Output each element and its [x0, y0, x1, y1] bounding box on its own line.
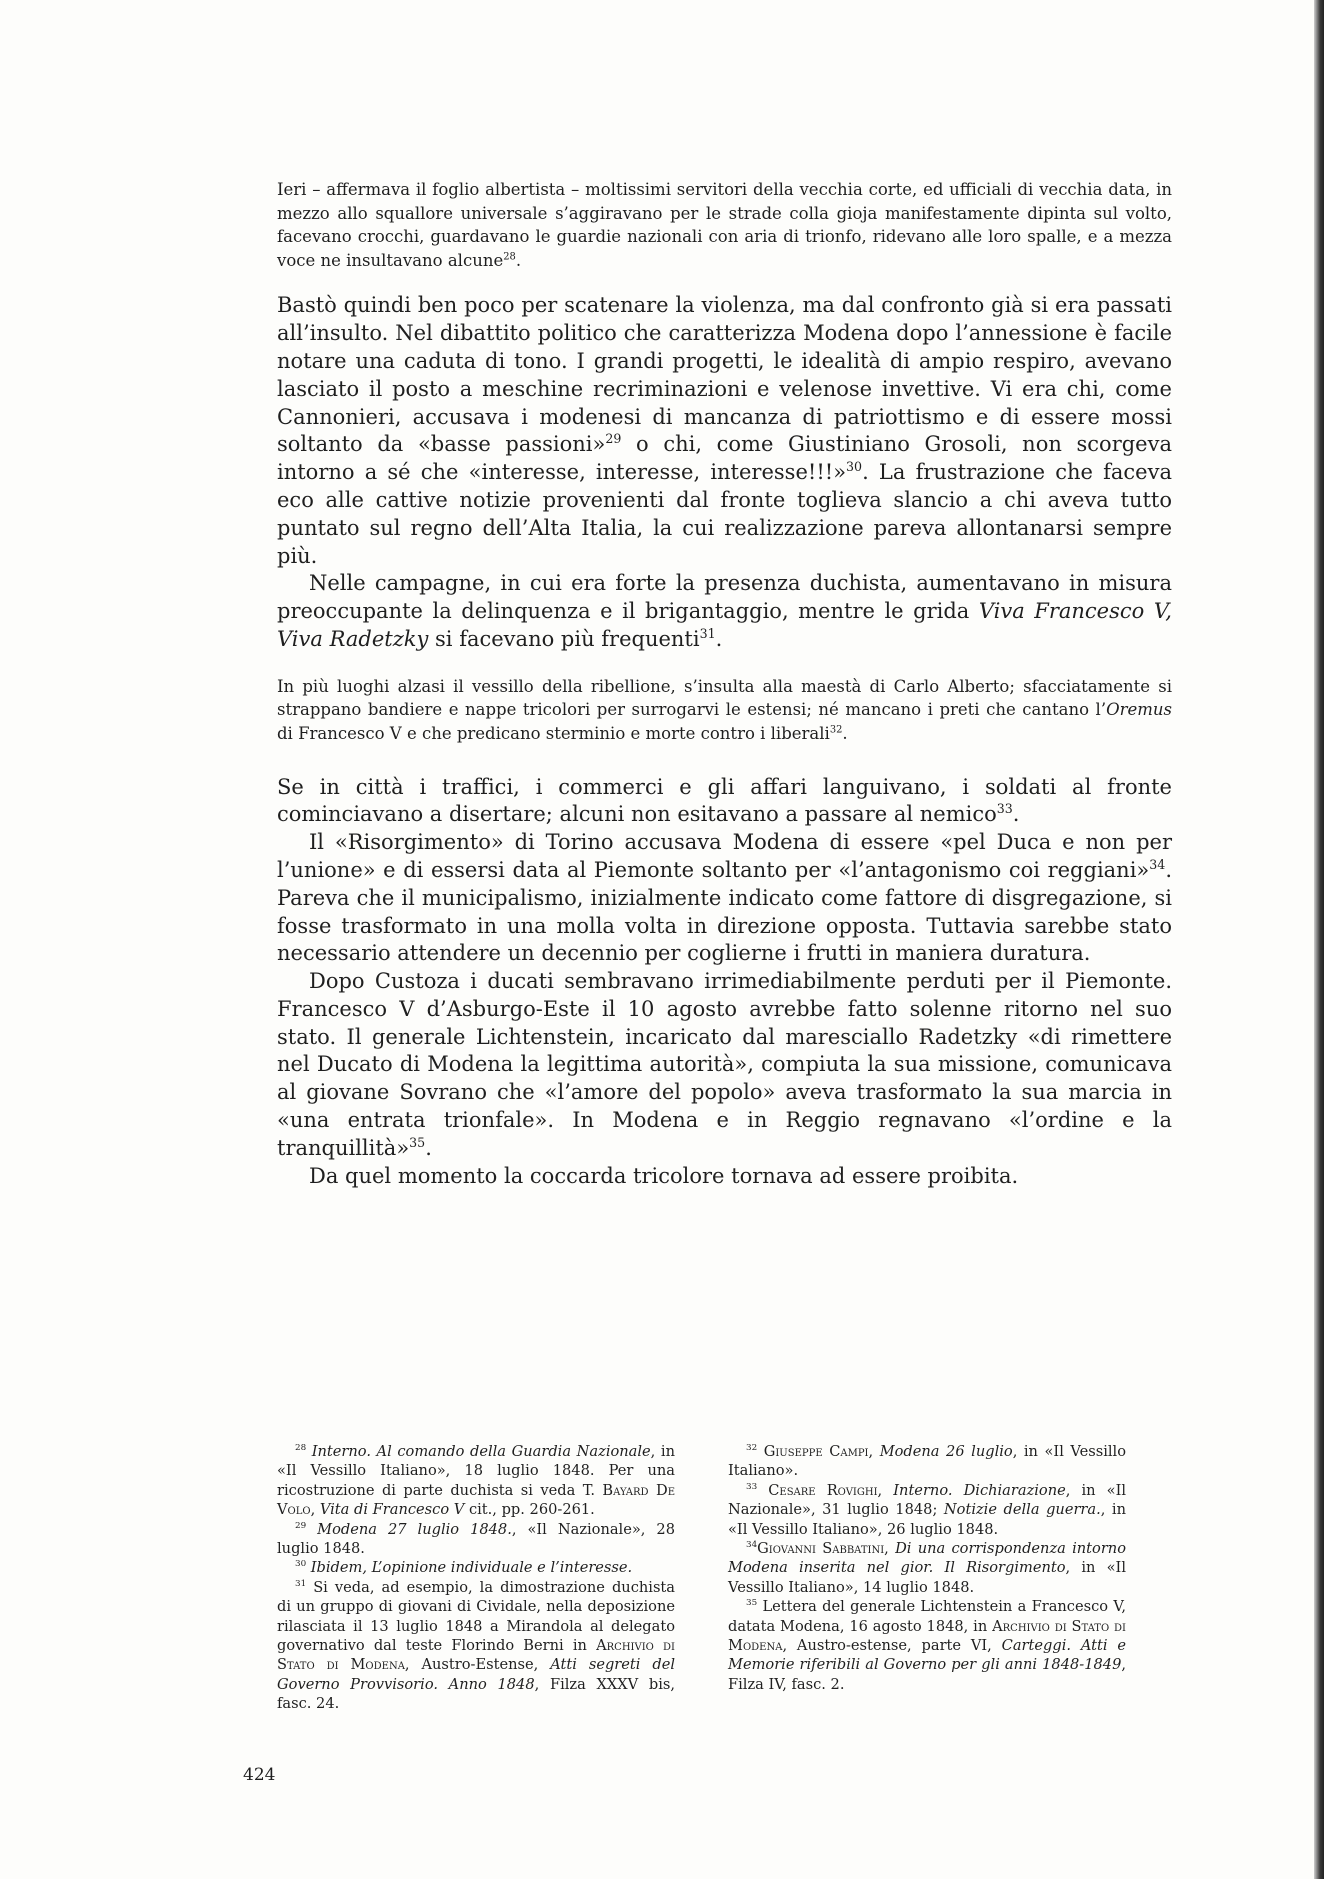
footnote-34: $^{34}$Giovanni Sabbatini, Di una corrispondenza intorno Modena inserita nel gior. Il Risorgimento, in «Il Vessillo Italiano», 14 luglio 1848.	[728, 1540, 1126, 1596]
main-text-column	[277, 178, 1172, 1190]
paragraph-3: Se in città i traffici, i commerci e gli affari languivano, i soldati al fronte cominciavano a disertare; alcuni non esitavano a passare al nemico$^{33}$.	[277, 774, 1172, 827]
block-quote-2: In più luoghi alzasi il vessillo della ribellione, s’insulta alla maestà di Carlo Alberto; sfacciatamente si strappano bandiere e nappe tricolori per surrogarvi le estensi; né mancano i preti che cantano l’Oremus di Francesco V e che predicano sterminio e morte contro i liberali$^{32}$.	[277, 676, 1172, 743]
block-quote-1: Ieri – affermava il foglio albertista – moltissimi servitori della vecchia corte, ed ufficiali di vecchia data, in mezzo allo squallore universale s’aggiravano per le strade colla gioja manifestamente dipinta sul volto, facevano crocchi, guardavano le guardie nazionali con aria di trionfo, ridevano alle loro spalle, e a mezza voce ne insultavano alcune$^{28}$.	[277, 180, 1172, 270]
footnote-28: $^{28}$ Interno. Al comando della Guardia Nazionale, in «Il Vessillo Italiano», 18 luglio 1848. Per una ricostruzione di parte duchista si veda T. Bayard De Volo, Vita di Francesco V cit., pp. 260-261.	[277, 1443, 675, 1519]
footnote-32: $^{32}$ Giuseppe Campi, Modena 26 luglio, in «Il Vessillo Italiano».	[728, 1443, 1127, 1480]
footnote-30: $^{30}$ Ibidem, L’opinione individuale e l’interesse.	[295, 1559, 633, 1577]
paragraph-1: Bastò quindi ben poco per scatenare la violenza, ma dal confronto già si era passati all’insulto. Nel dibattito politico che caratterizza Modena dopo l’annessione è facile notare una caduta di tono. I grandi progetti, le idealità di ampio respiro, avevano lasciato il posto a meschine recriminazioni e velenose invettive. Vi era chi, come Cannonieri, accusava i modenesi di mancanza di patriottismo e di essere mossi soltanto da «basse passioni»$^{29}$ o chi, come Giustiniano Grosoli, non scorgeva intorno a sé che «interesse, interesse, interesse!!!»$^{30}$. La frustrazione che faceva eco alle cattive notizie provenienti dal fronte toglieva slancio a chi aveva tutto puntato sul regno dell’Alta Italia, la cui realizzazione pareva allontanarsi sempre più.	[277, 293, 1172, 568]
body-text-1	[277, 292, 1172, 653]
footnote-ref-35: 35	[409, 1134, 426, 1150]
footnote-29: $^{29}$ Modena 27 luglio 1848., «Il Nazionale», 28 luglio 1848.	[277, 1520, 675, 1558]
paragraph-6: Da quel momento la coccarda tricolore tornava ad essere proibita.	[309, 1163, 1019, 1188]
footnote-ref-29: 29	[605, 431, 622, 447]
paragraph-2: Nelle campagne, in cui era forte la presenza duchista, aumentavano in misura preoccupante la delinquenza e il brigantaggio, mentre le grida Viva Francesco V, Viva Radetzky si facevano più frequenti$^{31}$.	[277, 571, 1172, 651]
footnote-ref-30: 30	[846, 459, 863, 475]
body-text-2	[277, 774, 1172, 1191]
paragraph-5: Dopo Custoza i ducati sembravano irrimediabilmente perduti per il Piemonte. Francesco V d’Asburgo-Este il 10 agosto avrebbe fatto solenne ritorno nel suo stato. Il generale Lichtenstein, incaricato dal maresciallo Radetzky «di rimettere nel Ducato di Modena la legittima autorità», compiuta la sua missione, comunicava al giovane Sovrano che «l’amore del popolo» aveva trasformato la sua marcia in «una entrata trionfale». In Modena e in Reggio regnavano «l’ordine e la tranquillità»$^{35}$.	[277, 969, 1172, 1160]
footnote-ref-33: 33	[996, 801, 1013, 817]
footnote-ref-34: 34	[1149, 856, 1166, 872]
paragraph-4: Il «Risorgimento» di Torino accusava Modena di essere «pel Duca e non per l’unione» e di essersi data al Piemonte soltanto per «l’antagonismo coi reggiani»$^{34}$. Pareva che il municipalismo, inizialmente indicato come fattore di disgregazione, si fosse trasformato in una molla volta in direzione opposta. Tuttavia sarebbe stato necessario attendere un decennio per coglierne i frutti in maniera duratura.	[277, 830, 1172, 966]
footnote-31: $^{31}$ Si veda, ad esempio, la dimostrazione duchista di un gruppo di giovani di Cividale, nella deposizione rilasciata il 13 luglio 1848 a Mirandola al delegato governativo dal teste Florindo Berni in Archivio di Stato di Modena, Austro-Estense, Atti segreti del Governo Provvisorio. Anno 1848, Filza XXXV bis, fasc. 24.	[277, 1578, 676, 1713]
footnote-ref-28: 28	[503, 251, 516, 263]
scanned-page-edge	[1314, 0, 1324, 1879]
page-number: 424	[243, 1765, 276, 1785]
footnote-33: $^{33}$ Cesare Rovighi, Interno. Dichiarazione, in «Il Nazionale», 31 luglio 1848; Notizie della guerra., in «Il Vessillo Italiano», 26 luglio 1848.	[728, 1481, 1126, 1538]
footnotes-right-column	[728, 1442, 1126, 1694]
footnote-35: $^{35}$ Lettera del generale Lichtenstein a Francesco V, datata Modena, 16 agosto 1848, in Archivio di Stato di Modena, Austro-estense, parte VI, Carteggi. Atti e Memorie riferibili al Governo per gli anni 1848-1849, Filza IV, fasc. 2.	[728, 1598, 1126, 1693]
footnote-ref-32: 32	[829, 724, 843, 736]
footnote-ref-31: 31	[699, 625, 716, 641]
footnotes-left-column	[277, 1442, 675, 1714]
